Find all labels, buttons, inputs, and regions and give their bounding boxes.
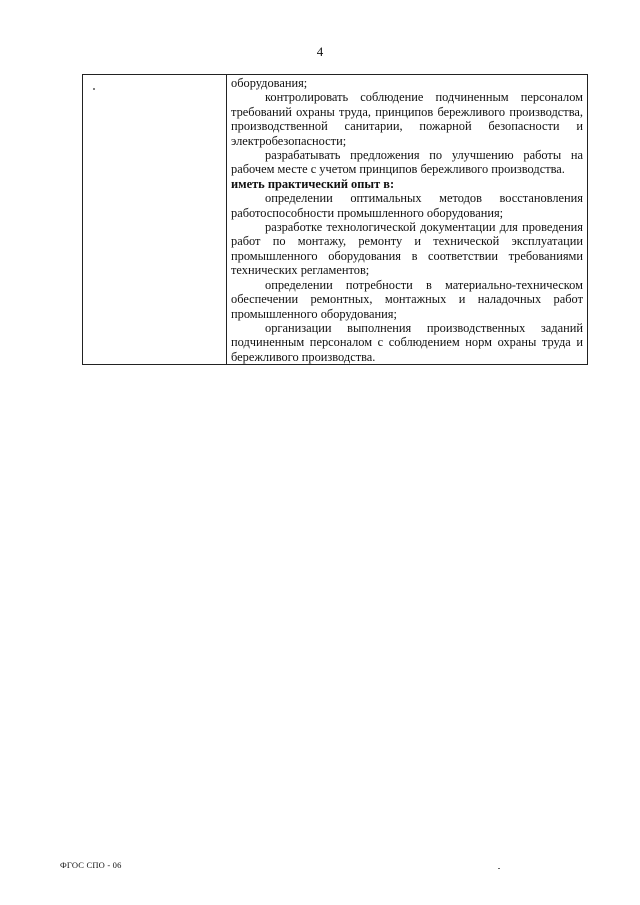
scan-artifact	[498, 868, 500, 869]
paragraph: оборудования;	[231, 76, 308, 90]
section-heading: иметь практический опыт в:	[231, 176, 395, 191]
footer-label: ФГОС СПО - 06	[60, 860, 122, 870]
paragraph: определении потребности в материально-техническом обеспечении ремонтных, монтажных и наладочных работ промышленного оборудования;	[231, 277, 583, 321]
paragraph: определении оптимальных методов восстановления работоспособности промышленного оборудования;	[231, 191, 583, 220]
page-number: 4	[316, 44, 324, 59]
requirements-text	[231, 76, 583, 364]
table-cell-right	[227, 75, 588, 365]
paragraph: разрабатывать предложения по улучшению работы на рабочем месте с учетом принципов бережливого производства.	[231, 148, 583, 177]
paragraph: контролировать соблюдение подчиненным персоналом требований охраны труда, принципов бережливого производства, производственной санитарии, пожарной безопасности и электробезопасности;	[231, 90, 583, 148]
content-table	[82, 74, 588, 365]
table-row	[83, 75, 588, 365]
scan-artifact	[93, 88, 95, 90]
table-cell-left	[83, 75, 227, 365]
paragraph: организации выполнения производственных заданий подчиненным персоналом с соблюдением норм охраны труда и бережливого производства.	[231, 320, 583, 364]
paragraph: разработке технологической документации для проведения работ по монтажу, ремонту и технической эксплуатации промышленного оборудования в соответствии требованиями технических регламентов;	[231, 220, 583, 278]
